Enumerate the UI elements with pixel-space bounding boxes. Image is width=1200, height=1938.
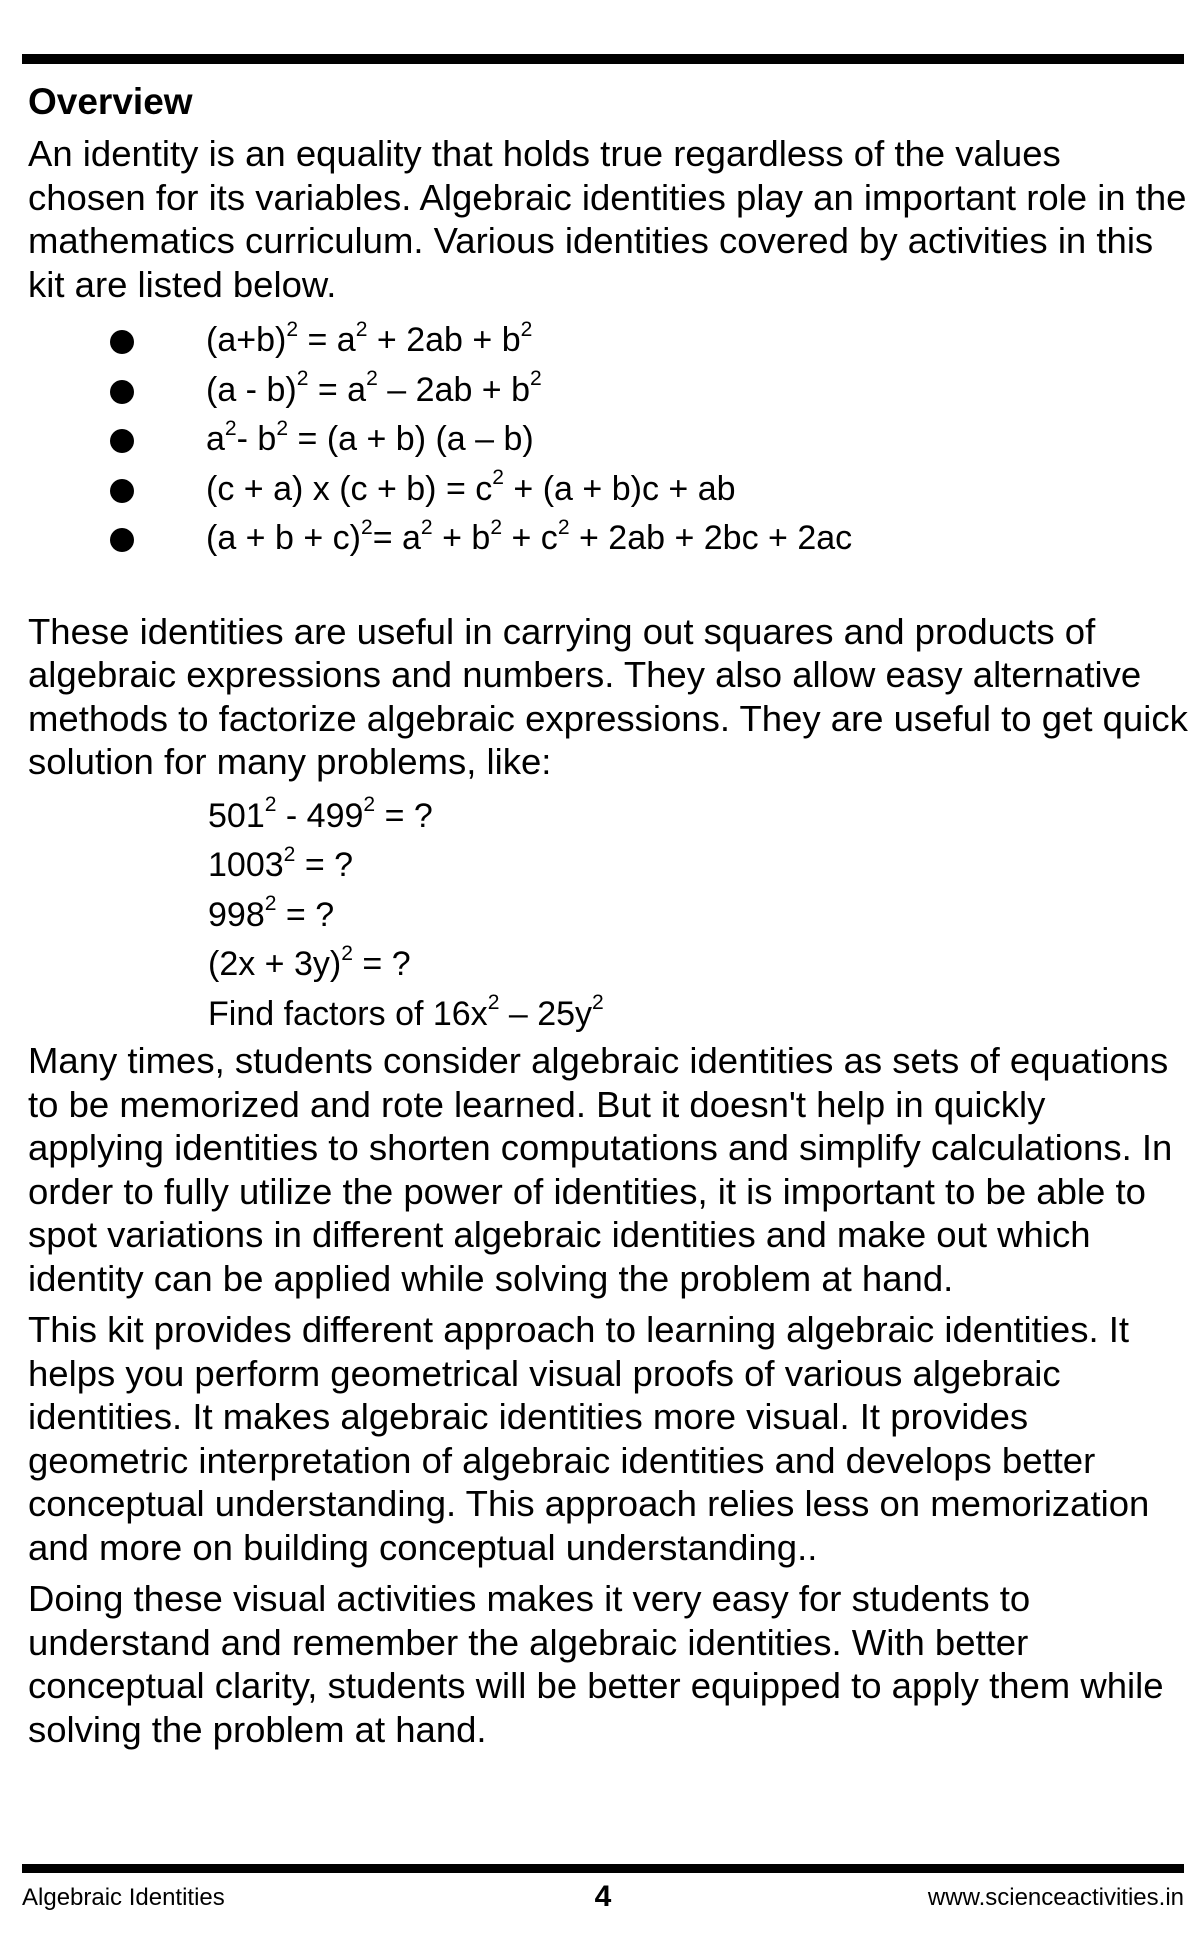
section-heading: Overview [28,81,193,122]
problem-item: $(2x + 3y)^2$ = ? [208,941,411,983]
problem-list [28,792,1188,1040]
identity-item: $(a+b)^2 = a^2 + 2ab + b^2$ [28,316,1188,366]
page-content [28,78,1188,1751]
bullet-icon [110,330,134,354]
footer-title: Algebraic Identities [22,1884,225,1911]
intro-paragraph: An identity is an equality that holds true regardless of the values chosen for its variables. Algebraic identities play an important role in the mathematics curriculum. Various identities covered by activities in this kit are listed below. [28,133,1187,305]
memorize-paragraph: Many times, students consider algebraic identities as sets of equations to be memorized and rote learned. But it doesn't help in quickly applying identities to shorten computations and simplify calculations. In order to fully utilize the power of identities, it is important to be able to spot variations in different algebraic identities and make out which identity can be applied while solving the problem at hand. [28,1040,1173,1299]
identity-item: $(a + b + c)^2= a^2 + b^2 + c^2 + 2ab + 2bc + 2ac$ [28,514,1188,564]
identity-item: $(a - b)^2 = a^2 - 2ab + b^2$ [28,366,1188,416]
problem-item: $1003^2$ = ? [208,842,354,884]
footer-website: www.scienceactivities.in [927,1884,1184,1911]
problem-item: $998^2$ = ? [208,892,335,934]
page-number: 4 [594,1880,612,1913]
identity-list [28,316,1188,564]
visual-activities-paragraph: Doing these visual activities makes it very easy for students to understand and remember the algebraic identities. With better conceptual clarity, students will be better equipped to apply them while solving the problem at hand. [28,1578,1164,1750]
identity-item: $a^2-$ $b^2 = (a + b)$ (a – b) [28,415,1188,465]
page-footer [22,1880,1184,1920]
bullet-icon [110,479,134,503]
bullet-icon [110,380,134,404]
identity-item: (c + a) x $(c + b) = c^2 + (a + b)c$ + ab [28,465,1188,515]
bottom-rule [22,1864,1184,1873]
problem-item: $501^2 - 499^2$ = ? [208,793,433,835]
top-rule [22,54,1184,64]
bullet-icon [110,528,134,552]
problem-item: Find factors of $16x^2 - 25y^2$ [208,991,604,1033]
kit-paragraph: This kit provides different approach to learning algebraic identities. It helps you perform geometrical visual proofs of various algebraic identities. It makes algebraic identities more visual. It provides geometric interpretation of algebraic identities and develops better conceptual understanding. This approach relies less on memorization and more on building conceptual understanding.. [28,1309,1150,1568]
bullet-icon [110,429,134,453]
usefulness-paragraph: These identities are useful in carrying out squares and products of algebraic expressions and numbers. They also allow easy alternative methods to factorize algebraic expressions. They are useful to get quick solution for many problems, like: [28,610,1188,782]
